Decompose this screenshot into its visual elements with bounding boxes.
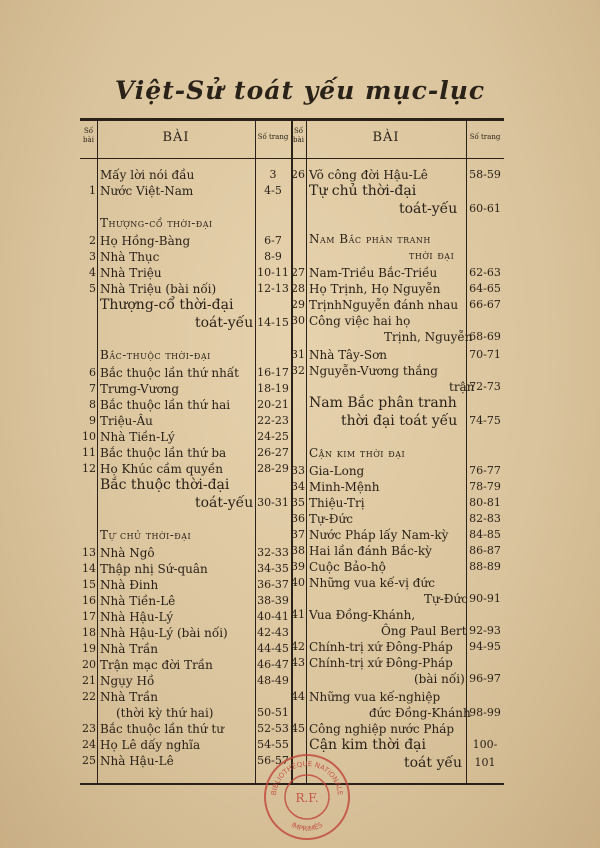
entry-title: Nước Pháp lấy Nam-kỳ <box>309 528 449 542</box>
entry-title: Bắc thuộc lần thứ tư <box>100 722 224 736</box>
entry-number: 3 <box>89 250 96 263</box>
entry-number: 15 <box>82 578 96 591</box>
entry-number: 40 <box>291 576 305 589</box>
entry-title: Bắc thuộc lần thứ ba <box>100 446 227 460</box>
entry-number: 32 <box>291 364 305 377</box>
entry-title: Nước Việt-Nam <box>100 184 194 198</box>
entry-title: Trịnh, Nguyễn <box>384 330 473 344</box>
entry-pages: 90-91 <box>469 592 501 605</box>
entry-pages: 68-69 <box>469 330 501 343</box>
entry-number: 13 <box>82 546 96 559</box>
entry-pages: 82-83 <box>469 512 501 525</box>
entry-pages: 20-21 <box>257 398 289 411</box>
entry-pages: 18-19 <box>257 382 289 395</box>
section-heading: Thượng-cổ thời-đại <box>100 216 213 230</box>
entry-title: Vua Đồng-Khánh, <box>309 608 416 622</box>
entry-number: 34 <box>291 480 305 493</box>
entry-number: 29 <box>291 298 305 311</box>
entry-number: 45 <box>291 722 305 735</box>
entry-pages: 6-7 <box>264 234 282 247</box>
entry-pages: 62-63 <box>469 266 501 279</box>
entry-number: 43 <box>291 656 305 669</box>
entry-pages: 70-71 <box>469 348 501 361</box>
header-bai: BÀI <box>372 130 400 145</box>
entry-title: Nam-Triều Bắc-Triều <box>309 266 438 280</box>
entry-title: đức Đồng-Khánh <box>369 706 471 720</box>
entry-title: Công nghiệp nước Pháp <box>309 722 455 736</box>
entry-title: trận <box>449 380 475 394</box>
entry-title: Nhà Hậu-Lê <box>100 754 174 768</box>
entry-number: 20 <box>82 658 96 671</box>
entry-title: Nhà Ngô <box>100 546 155 560</box>
page-title: Việt-Sử toát yếu mục-lục <box>114 76 486 105</box>
entry-pages: 52-53 <box>257 722 289 735</box>
entry-pages: 48-49 <box>257 674 289 687</box>
header-rule <box>80 158 504 159</box>
entry-title: Nhà Triệu (bài nối) <box>100 282 217 296</box>
entry-pages: 12-13 <box>257 282 289 295</box>
entry-title: toát-yếu <box>399 201 458 217</box>
entry-title: Họ Trịnh, Họ Nguyễn <box>309 282 441 296</box>
entry-title: Tự chủ thời-đại <box>309 183 417 199</box>
entry-title: Hai lần đánh Bắc-kỳ <box>309 544 432 558</box>
entry-title: Cận kim thời đại <box>309 737 426 753</box>
stamp-center-text: R.F. <box>295 791 319 805</box>
entry-pages: 74-75 <box>469 414 501 427</box>
entry-title: Những vua kế-nghiệp <box>309 690 441 704</box>
entry-number: 11 <box>82 446 96 459</box>
entry-number: 19 <box>82 642 96 655</box>
entry-number: 41 <box>291 608 305 621</box>
entry-title: Nhà Hậu-Lý (bài nối) <box>100 626 228 640</box>
entry-title: (thời kỳ thứ hai) <box>116 706 214 720</box>
entry-number: 17 <box>82 610 96 623</box>
entry-title: toát yếu <box>404 755 463 771</box>
entry-pages: 30-31 <box>257 496 289 509</box>
center-rule <box>291 121 293 783</box>
entry-pages: 76-77 <box>469 464 501 477</box>
entry-pages: 10-11 <box>257 266 289 279</box>
entry-pages: 32-33 <box>257 546 289 559</box>
entry-title: Trận mạc đời Trần <box>100 658 213 672</box>
entry-pages: 101 <box>474 756 496 769</box>
entry-pages: 84-85 <box>469 528 501 541</box>
entry-number: 18 <box>82 626 96 639</box>
entry-number: 23 <box>82 722 96 735</box>
entry-pages: 64-65 <box>469 282 501 295</box>
entry-pages: 38-39 <box>257 594 289 607</box>
entry-pages: 3 <box>269 168 277 181</box>
entry-number: 12 <box>82 462 96 475</box>
entry-pages: 60-61 <box>469 202 501 215</box>
entry-number: 28 <box>291 282 305 295</box>
entry-number: 2 <box>89 234 96 247</box>
entry-pages: 100- <box>472 738 498 751</box>
entry-pages: 58-59 <box>469 168 501 181</box>
entry-title: Thập nhị Sứ-quân <box>100 562 208 576</box>
header-bai: BÀI <box>162 130 190 145</box>
entry-number: 1 <box>89 184 96 197</box>
entry-title: Cuộc Bảo-hộ <box>309 560 386 574</box>
entry-title: Những vua kế-vị đức <box>309 576 435 590</box>
entry-title: (bài nối) <box>414 672 465 686</box>
entry-number: 21 <box>82 674 96 687</box>
entry-number: 10 <box>82 430 96 443</box>
entry-title: Ngụy Hồ <box>100 674 155 688</box>
entry-pages: 92-93 <box>469 624 501 637</box>
entry-title: thời đại toát yếu <box>341 413 458 429</box>
entry-title: toát-yếu <box>195 495 254 511</box>
entry-title: Công việc hai họ <box>309 314 411 328</box>
entry-number: 37 <box>291 528 305 541</box>
entry-title: Bắc thuộc lần thứ nhất <box>100 366 240 380</box>
entry-pages: 16-17 <box>257 366 289 379</box>
header-so-bai: Số bài <box>293 127 304 144</box>
svg-text:IMPRIMÉS <box>290 821 325 833</box>
entry-title: Thượng-cổ thời-đại <box>100 297 234 313</box>
entry-title: Nhà Hậu-Lý <box>100 610 174 624</box>
entry-title: Minh-Mệnh <box>309 480 380 494</box>
header-so-trang: Số trang <box>469 133 501 141</box>
entry-title: toát-yếu <box>195 315 254 331</box>
entry-title: Nhà Tiền-Lý <box>100 430 175 444</box>
entry-number: 30 <box>291 314 305 327</box>
section-heading: Bắc-thuộc thời-đại <box>100 348 211 362</box>
entry-title: Họ Khúc cầm quyền <box>100 462 224 476</box>
entry-pages: 86-87 <box>469 544 501 557</box>
entry-title: TrịnhNguyễn đánh nhau <box>309 298 459 312</box>
entry-title: Chính-trị xứ Đông-Pháp <box>309 640 453 654</box>
entry-title: Nhà Thục <box>100 250 160 264</box>
entry-pages: 22-23 <box>257 414 289 427</box>
entry-title: Nhà Trần <box>100 642 159 656</box>
entry-number: 42 <box>291 640 305 653</box>
entry-number: 9 <box>89 414 96 427</box>
entry-title: Tự-Đức <box>424 592 468 606</box>
entry-title: Họ Hồng-Bàng <box>100 234 191 248</box>
section-heading: thời đại <box>409 248 455 262</box>
entry-pages: 34-35 <box>257 562 289 575</box>
entry-number: 25 <box>82 754 96 767</box>
header-so-trang: Số trang <box>257 133 289 141</box>
entry-number: 4 <box>89 266 96 279</box>
entry-pages: 72-73 <box>469 380 501 393</box>
entry-number: 27 <box>291 266 305 279</box>
entry-pages: 4-5 <box>264 184 282 197</box>
entry-pages: 26-27 <box>257 446 289 459</box>
entry-number: 22 <box>82 690 96 703</box>
entry-pages: 98-99 <box>469 706 501 719</box>
entry-number: 36 <box>291 512 305 525</box>
col-rule <box>306 121 307 783</box>
entry-pages: 96-97 <box>469 672 501 685</box>
entry-title: Ông Paul Bert <box>381 624 467 638</box>
entry-title: Triệu-Âu <box>100 414 153 428</box>
section-heading: Nam Bắc phân tranh <box>309 232 431 246</box>
entry-title: Bắc thuộc lần thứ hai <box>100 398 231 412</box>
entry-pages: 14-15 <box>257 316 289 329</box>
entry-number: 35 <box>291 496 305 509</box>
entry-title: Thiệu-Trị <box>309 496 365 510</box>
entry-pages: 94-95 <box>469 640 501 653</box>
entry-pages: 46-47 <box>257 658 289 671</box>
entry-title: Nam Bắc phân tranh <box>309 395 457 411</box>
entry-pages: 24-25 <box>257 430 289 443</box>
entry-title: Mấy lời nói đầu <box>100 168 195 182</box>
entry-pages: 80-81 <box>469 496 501 509</box>
entry-pages: 8-9 <box>264 250 282 263</box>
entry-pages: 40-41 <box>257 610 289 623</box>
header-so-bai: Số bài <box>83 127 94 144</box>
entry-number: 8 <box>89 398 96 411</box>
library-stamp <box>262 752 352 842</box>
entry-number: 26 <box>291 168 305 181</box>
entry-pages: 56-57 <box>257 754 289 767</box>
col-rule <box>97 121 98 783</box>
entry-pages: 42-43 <box>257 626 289 639</box>
table-of-contents <box>80 118 504 785</box>
section-heading: Cận kim thời đại <box>309 446 406 460</box>
entry-title: Bắc thuộc thời-đại <box>100 477 230 493</box>
entry-title: Họ Lê dấy nghĩa <box>100 738 201 752</box>
entry-title: Nhà Tây-Sơn <box>309 348 388 362</box>
entry-title: Gia-Long <box>309 464 365 478</box>
entry-number: 5 <box>89 282 96 295</box>
entry-title: Nhà Trần <box>100 690 159 704</box>
entry-pages: 88-89 <box>469 560 501 573</box>
entry-title: Nhà Triệu <box>100 266 162 280</box>
entry-title: Nguyễn-Vương thắng <box>309 364 438 378</box>
entry-number: 14 <box>82 562 96 575</box>
entry-pages: 78-79 <box>469 480 501 493</box>
stamp-bottom-text: IMPRIMÉS <box>289 820 325 834</box>
entry-number: 16 <box>82 594 96 607</box>
entry-title: Nhà Đinh <box>100 578 159 592</box>
entry-title: Võ công đời Hậu-Lê <box>309 168 428 182</box>
entry-number: 7 <box>89 382 96 395</box>
entry-pages: 50-51 <box>257 706 289 719</box>
entry-title: Tự-Đức <box>309 512 353 526</box>
entry-pages: 54-55 <box>257 738 289 751</box>
stamp-top-text: BIBLIOTHÈQUE NATIONALE <box>269 759 345 796</box>
entry-number: 44 <box>291 690 305 703</box>
section-heading: Tự chủ thời-đại <box>100 528 192 542</box>
entry-pages: 66-67 <box>469 298 501 311</box>
entry-number: 33 <box>291 464 305 477</box>
entry-number: 31 <box>291 348 305 361</box>
entry-pages: 44-45 <box>257 642 289 655</box>
entry-pages: 36-37 <box>257 578 289 591</box>
entry-title: Chính-trị xứ Đông-Pháp <box>309 656 453 670</box>
entry-number: 24 <box>82 738 96 751</box>
entry-number: 38 <box>291 544 305 557</box>
entry-number: 6 <box>89 366 96 379</box>
entry-title: Nhà Tiền-Lê <box>100 594 176 608</box>
entry-title: Trưng-Vương <box>100 382 180 396</box>
entry-number: 39 <box>291 560 305 573</box>
entry-pages: 28-29 <box>257 462 289 475</box>
